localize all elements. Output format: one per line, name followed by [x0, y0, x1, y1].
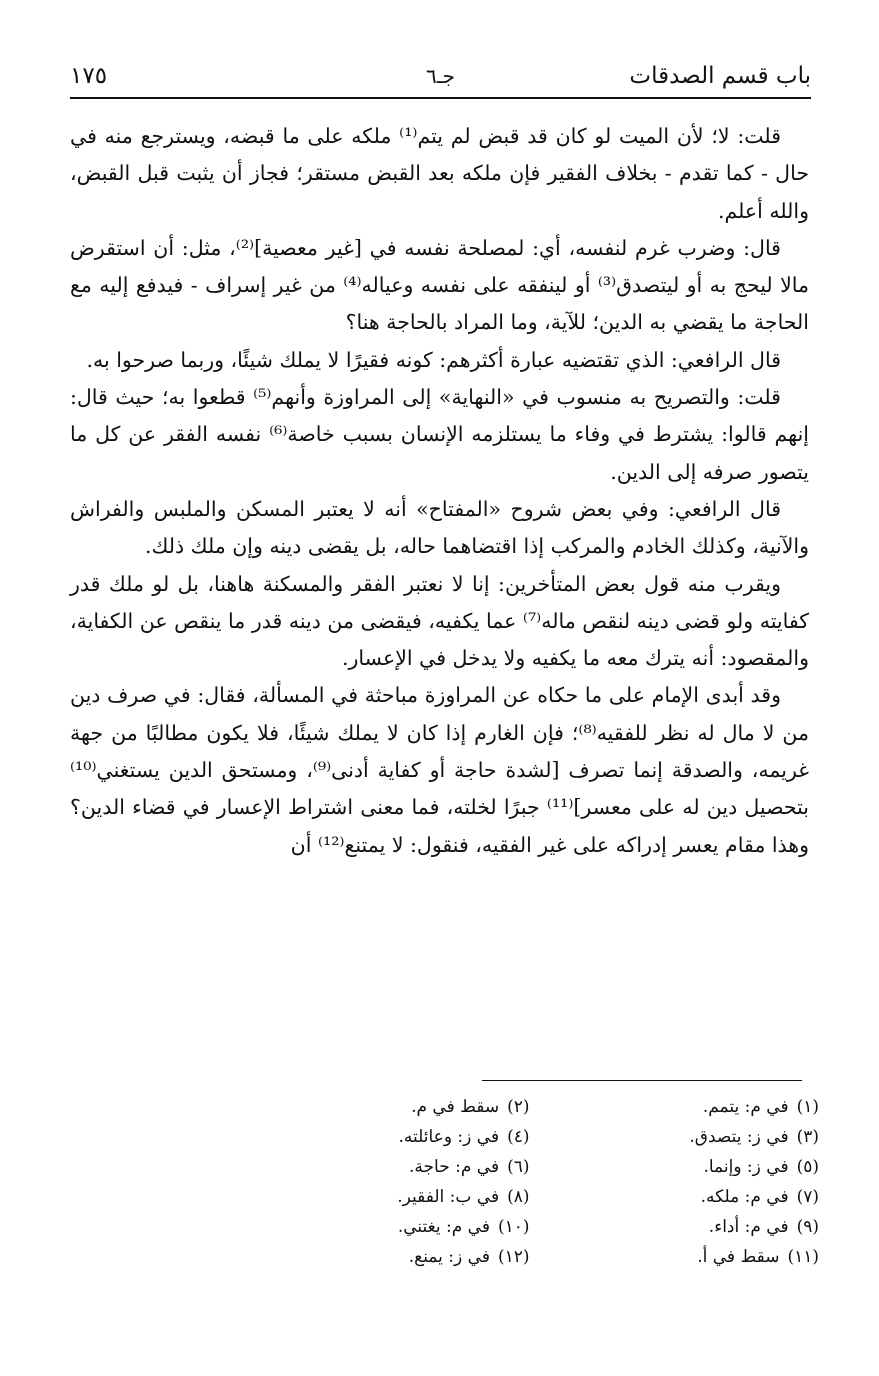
footnote: (١)في م: يتمم. [702, 1097, 819, 1117]
footnote: (٨)في ب: الفقير. [397, 1187, 530, 1207]
main-text [70, 118, 809, 864]
page-number: ١٧٥ [70, 63, 108, 89]
paragraph: قلت: والتصريح به منسوب في «النهاية» إلى المراوزة وأنهم⁽⁵⁾ قطعوا به؛ حيث قال: إنهم قالوا: يشترط في وفاء ما يستلزمه الإنسان بسبب خاصة⁽⁶⁾ نفسه الفقر عن كل ما يتصور صرفه إلى الدين. [70, 385, 809, 484]
paragraph: قال: وضرب غرم لنفسه، أي: لمصلحة نفسه في [غير معصية]⁽²⁾، مثل: أن استقرض مالا ليحج به أو ليتصدق⁽³⁾ أو لينفقه على نفسه وعياله⁽⁴⁾ من غير إسراف - فيدفع إليه مع الحاجة ما يقضي به الدين؛ للآية، وما المراد بالحاجة هنا؟ [70, 235, 809, 335]
paragraph: ويقرب منه قول بعض المتأخرين: إنا لا نعتبر الفقر والمسكنة هاهنا، بل لو ملك قدر كفايته ولو قضى دينه لنقص ماله⁽⁷⁾ عما يكفيه، فيقضى من دينه قدر ما ينقص عن الكفاية، والمقصود: أنه يترك معه ما يكفيه ولا يدخل في الإعسار. [70, 571, 809, 671]
footnote: (٤)في ز: وعائلته. [398, 1127, 530, 1147]
paragraph: قلت: لا؛ لأن الميت لو كان قد قبض لم يتم⁽¹⁾ ملكه على ما قبضه، ويسترجع منه في حال - كما تقدم - بخلاف الفقير فإن ملكه بعد القبض مستقر؛ فجاز أن يثبت قبل القبض، والله أعلم. [70, 124, 809, 223]
footnote: (٥)في ز: وإنما. [703, 1157, 819, 1177]
footnote: (١٠)في م: يغتني. [397, 1217, 530, 1237]
paragraph: قال الرافعي: الذي تقتضيه عبارة أكثرهم: كونه فقيرًا لا يملك شيئًا، وربما صرحوا به. [86, 347, 781, 372]
footnote: (١١)سقط في أ. [697, 1247, 819, 1267]
section-title: باب قسم الصدقات [629, 63, 811, 89]
running-header [70, 56, 811, 96]
footnote: (٦)في م: حاجة. [409, 1157, 530, 1177]
volume-number: جـ٦ [426, 64, 455, 88]
footnote: (٧)في م: ملكه. [700, 1187, 819, 1207]
header-rule [70, 97, 811, 99]
footnote: (٢)سقط في م. [411, 1097, 530, 1117]
footnote-rule [482, 1080, 802, 1081]
paragraph: وقد أبدى الإمام على ما حكاه عن المراوزة مباحثة في المسألة، فقال: في صرف دين من لا مال له نظر للفقيه⁽⁸⁾؛ فإن الغارم إذا كان لا يملك شيئًا، فلا يكون مطالبًا من جهة غريمه، والصدقة إنما تصرف [لشدة حاجة أو كفاية أدنى⁽⁹⁾، ومستحق الدين يستغني⁽¹⁰⁾ بتحصيل دين له على معسر]⁽¹¹⁾ جبرًا لخلته، فما معنى اشتراط الإعسار في قضاء الدين؟ وهذا مقام يعسر إدراكه على غير الفقيه، فنقول: لا يمتنع⁽¹²⁾ أن [70, 683, 809, 857]
footnote: (٣)في ز: يتصدق. [689, 1127, 819, 1147]
footnote: (١٢)في ز: يمنع. [408, 1247, 530, 1267]
footnotes [280, 1092, 819, 1272]
footnote: (٩)في م: أداء. [708, 1217, 819, 1237]
paragraph: قال الرافعي: وفي بعض شروح «المفتاح» أنه لا يعتبر المسكن والملبس والفراش والآنية، وكذلك الخادم والمركب إذا اقتضاهما حاله، بل يقضى دينه وإن ملك ذلك. [70, 496, 809, 559]
